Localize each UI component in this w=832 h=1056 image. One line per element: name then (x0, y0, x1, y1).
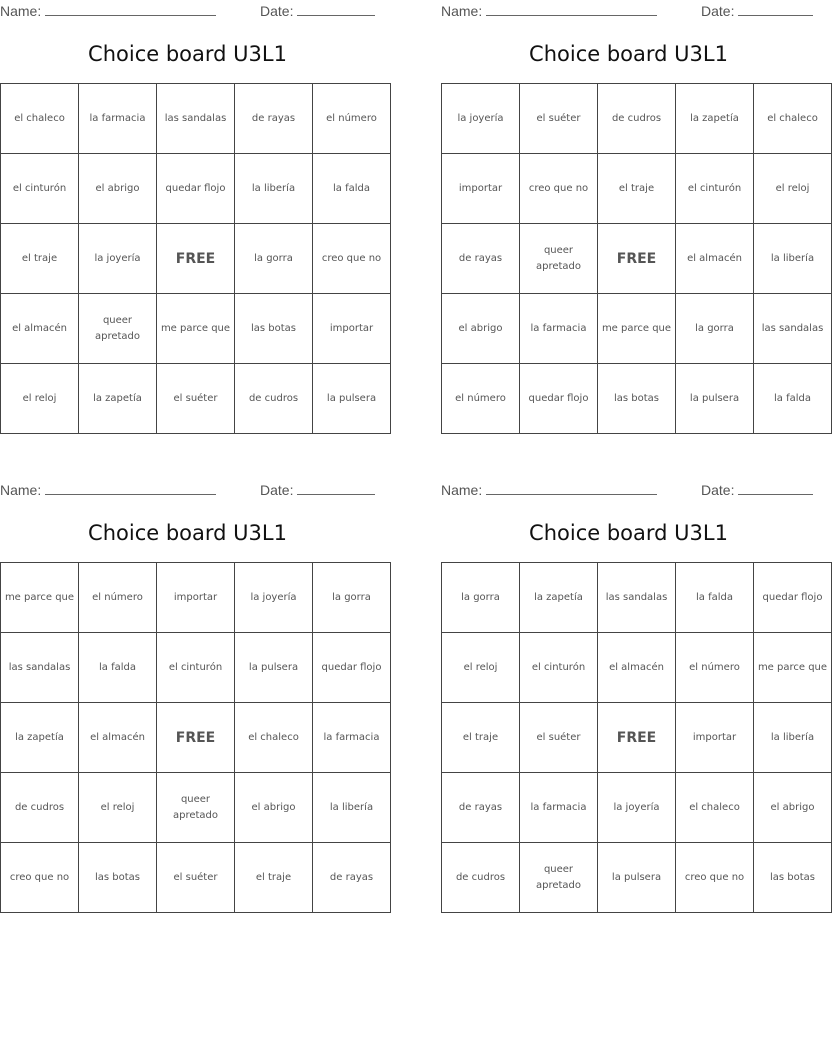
free-space-text: FREE (175, 729, 216, 746)
cell-text: importar (692, 731, 737, 743)
name-field (0, 481, 216, 498)
grid-cell (79, 563, 157, 633)
name-label: Name: (441, 3, 483, 19)
cell-text: la falda (696, 591, 733, 603)
grid-row (442, 364, 832, 434)
name-blank-line (45, 2, 216, 16)
cell-text: la falda (99, 661, 136, 673)
card-title: Choice board U3L1 (88, 521, 287, 545)
cell-text: la falda (333, 182, 370, 194)
grid-cell (235, 84, 313, 154)
grid-cell (79, 773, 157, 843)
grid-row (1, 773, 391, 843)
date-label: Date: (260, 482, 294, 498)
grid-row (442, 773, 832, 843)
cell-text: importar (329, 322, 374, 334)
cell-text: la libería (329, 801, 374, 813)
grid-cell (1, 563, 79, 633)
grid-cell (157, 773, 235, 843)
cell-text: creo que no (684, 871, 745, 883)
grid-cell (676, 84, 754, 154)
grid-cell (442, 84, 520, 154)
cell-text: las sandalas (605, 591, 668, 603)
grid-cell (442, 563, 520, 633)
grid-cell (520, 294, 598, 364)
grid-cell (79, 154, 157, 224)
grid-cell (598, 843, 676, 913)
name-field (0, 2, 216, 19)
grid-cell (598, 563, 676, 633)
card-header (0, 479, 375, 501)
cell-text: la gorra (695, 322, 734, 334)
cell-text: el abrigo (458, 322, 503, 334)
cell-text: la zapetía (93, 392, 142, 404)
cell-text: me parce que (4, 591, 75, 603)
cell-text: el suéter (536, 112, 581, 124)
grid-cell (1, 294, 79, 364)
cell-text: la pulsera (611, 871, 662, 883)
grid-cell (754, 703, 832, 773)
date-label: Date: (260, 3, 294, 19)
cell-text: la joyería (457, 112, 504, 124)
grid-cell (79, 294, 157, 364)
cell-text: la zapetía (534, 591, 583, 603)
cell-text: el almacén (12, 322, 67, 334)
cell-text: el número (689, 661, 740, 673)
card-title: Choice board U3L1 (88, 42, 287, 66)
cell-text: el abrigo (770, 801, 815, 813)
cell-text: el cinturón (168, 661, 223, 673)
grid-row (442, 154, 832, 224)
cell-text: quedar flojo (762, 591, 823, 603)
date-field (260, 481, 375, 498)
grid-cell (442, 364, 520, 434)
grid-cell (235, 154, 313, 224)
grid-cell (313, 563, 391, 633)
cell-text: el chaleco (767, 112, 818, 124)
cell-text: el chaleco (14, 112, 65, 124)
cell-text: el almacén (687, 252, 742, 264)
cell-text: creo que no (321, 252, 382, 264)
cell-text: las botas (94, 871, 141, 883)
free-space-text: FREE (616, 729, 657, 746)
cell-text: de rayas (329, 871, 374, 883)
date-blank-line (297, 481, 375, 495)
grid-cell (313, 224, 391, 294)
cell-text: el reloj (463, 661, 498, 673)
cell-text: de cudros (14, 801, 65, 813)
grid-cell (598, 294, 676, 364)
cell-text: me parce que (757, 661, 828, 673)
card-title: Choice board U3L1 (529, 42, 728, 66)
cell-text: la pulsera (326, 392, 377, 404)
cell-text: las botas (250, 322, 297, 334)
grid-row (1, 224, 391, 294)
grid-cell (442, 154, 520, 224)
grid-cell (676, 294, 754, 364)
grid-cell (754, 84, 832, 154)
grid-cell (520, 633, 598, 703)
cell-text: la farmacia (89, 112, 146, 124)
cell-text: el traje (21, 252, 58, 264)
cell-text: las botas (613, 392, 660, 404)
grid-cell (313, 703, 391, 773)
cell-text: el reloj (775, 182, 810, 194)
grid-cell (235, 773, 313, 843)
cell-text: la joyería (250, 591, 297, 603)
cell-text: las sandalas (164, 112, 227, 124)
grid-cell (442, 294, 520, 364)
name-field (441, 481, 657, 498)
cell-text: quedar flojo (165, 182, 226, 194)
cell-text: la zapetía (690, 112, 739, 124)
grid-cell (313, 633, 391, 703)
grid-cell (313, 154, 391, 224)
grid-cell (754, 364, 832, 434)
date-label: Date: (701, 482, 735, 498)
grid-row (1, 703, 391, 773)
cell-text: la gorra (461, 591, 500, 603)
cell-text: me parce que (601, 322, 672, 334)
grid-cell (520, 364, 598, 434)
grid-cell (754, 773, 832, 843)
cell-text: queer apretado (535, 863, 582, 891)
grid-cell (442, 224, 520, 294)
grid-row (1, 294, 391, 364)
grid-cell (1, 703, 79, 773)
grid-cell (676, 154, 754, 224)
grid-cell (520, 773, 598, 843)
free-space (157, 224, 235, 294)
grid-cell (313, 843, 391, 913)
cell-text: la joyería (94, 252, 141, 264)
grid-cell (79, 633, 157, 703)
grid-row (442, 224, 832, 294)
grid-cell (1, 364, 79, 434)
card-title: Choice board U3L1 (529, 521, 728, 545)
cell-text: las sandalas (761, 322, 824, 334)
free-space-text: FREE (175, 250, 216, 267)
cell-text: la libería (770, 731, 815, 743)
grid-cell (157, 563, 235, 633)
grid-cell (1, 224, 79, 294)
cell-text: el abrigo (251, 801, 296, 813)
grid-cell (79, 84, 157, 154)
cell-text: importar (173, 591, 218, 603)
grid-cell (1, 843, 79, 913)
grid-cell (520, 703, 598, 773)
name-label: Name: (0, 482, 42, 498)
grid-cell (313, 294, 391, 364)
cell-text: queer apretado (535, 244, 582, 272)
grid-cell (313, 773, 391, 843)
grid-cell (1, 633, 79, 703)
grid-cell (79, 703, 157, 773)
grid-cell (442, 843, 520, 913)
cell-text: el número (455, 392, 506, 404)
bingo-grid (441, 83, 832, 434)
grid-cell (235, 364, 313, 434)
bingo-grid (0, 83, 391, 434)
name-blank-line (486, 481, 657, 495)
grid-row (1, 843, 391, 913)
cell-text: la libería (251, 182, 296, 194)
cell-text: de cudros (248, 392, 299, 404)
cell-text: creo que no (9, 871, 70, 883)
grid-cell (157, 633, 235, 703)
grid-cell (676, 703, 754, 773)
grid-cell (157, 84, 235, 154)
cell-text: el suéter (536, 731, 581, 743)
grid-cell (79, 224, 157, 294)
free-space (157, 703, 235, 773)
grid-cell (754, 224, 832, 294)
cell-text: la gorra (332, 591, 371, 603)
grid-cell (676, 563, 754, 633)
cell-text: el chaleco (248, 731, 299, 743)
cell-text: importar (458, 182, 503, 194)
grid-cell (79, 843, 157, 913)
grid-cell (676, 843, 754, 913)
grid-cell (676, 224, 754, 294)
grid-row (1, 154, 391, 224)
grid-cell (520, 843, 598, 913)
card-header (441, 479, 816, 501)
cell-text: las botas (769, 871, 816, 883)
cell-text: el suéter (173, 392, 218, 404)
free-space (598, 703, 676, 773)
cell-text: de cudros (611, 112, 662, 124)
grid-cell (1, 154, 79, 224)
bingo-grid (0, 562, 391, 913)
cell-text: el traje (255, 871, 292, 883)
cell-text: el número (92, 591, 143, 603)
grid-cell (157, 843, 235, 913)
grid-row (442, 563, 832, 633)
cell-text: me parce que (160, 322, 231, 334)
cell-text: la falda (774, 392, 811, 404)
grid-cell (79, 364, 157, 434)
name-label: Name: (0, 3, 42, 19)
cell-text: el reloj (100, 801, 135, 813)
grid-cell (1, 84, 79, 154)
date-label: Date: (701, 3, 735, 19)
cell-text: el número (326, 112, 377, 124)
name-field (441, 2, 657, 19)
grid-cell (754, 154, 832, 224)
grid-cell (157, 294, 235, 364)
grid-cell (598, 84, 676, 154)
cell-text: la joyería (613, 801, 660, 813)
grid-row (1, 633, 391, 703)
grid-cell (235, 294, 313, 364)
cell-text: el reloj (22, 392, 57, 404)
grid-cell (754, 563, 832, 633)
cell-text: la pulsera (689, 392, 740, 404)
cell-text: de rayas (251, 112, 296, 124)
grid-cell (676, 633, 754, 703)
cell-text: el cinturón (687, 182, 742, 194)
grid-row (1, 563, 391, 633)
cell-text: la zapetía (15, 731, 64, 743)
bingo-grid (441, 562, 832, 913)
cell-text: el cinturón (531, 661, 586, 673)
name-blank-line (486, 2, 657, 16)
grid-cell (157, 154, 235, 224)
grid-cell (520, 563, 598, 633)
grid-cell (520, 224, 598, 294)
cell-text: la farmacia (323, 731, 380, 743)
date-blank-line (297, 2, 375, 16)
grid-row (442, 84, 832, 154)
grid-cell (520, 84, 598, 154)
cell-text: el suéter (173, 871, 218, 883)
date-blank-line (738, 481, 813, 495)
cell-text: la libería (770, 252, 815, 264)
grid-cell (313, 84, 391, 154)
grid-cell (442, 703, 520, 773)
cell-text: queer apretado (94, 314, 141, 342)
cell-text: queer apretado (172, 793, 219, 821)
grid-row (442, 843, 832, 913)
grid-cell (598, 633, 676, 703)
grid-cell (235, 633, 313, 703)
grid-cell (520, 154, 598, 224)
cell-text: de cudros (455, 871, 506, 883)
grid-row (442, 703, 832, 773)
grid-cell (442, 633, 520, 703)
grid-cell (235, 563, 313, 633)
cell-text: la pulsera (248, 661, 299, 673)
grid-cell (598, 364, 676, 434)
grid-cell (235, 224, 313, 294)
grid-row (1, 364, 391, 434)
grid-row (1, 84, 391, 154)
card-header (441, 0, 816, 22)
cell-text: el almacén (609, 661, 664, 673)
grid-cell (442, 773, 520, 843)
card-header (0, 0, 375, 22)
cell-text: de rayas (458, 801, 503, 813)
date-field (260, 2, 375, 19)
cell-text: de rayas (458, 252, 503, 264)
date-field (701, 2, 813, 19)
cell-text: la farmacia (530, 322, 587, 334)
cell-text: el almacén (90, 731, 145, 743)
cell-text: el abrigo (95, 182, 140, 194)
grid-cell (235, 703, 313, 773)
grid-cell (598, 154, 676, 224)
cell-text: el chaleco (689, 801, 740, 813)
date-blank-line (738, 2, 813, 16)
cell-text: la farmacia (530, 801, 587, 813)
free-space-text: FREE (616, 250, 657, 267)
grid-cell (754, 294, 832, 364)
date-field (701, 481, 813, 498)
grid-cell (676, 364, 754, 434)
grid-cell (754, 843, 832, 913)
grid-cell (754, 633, 832, 703)
grid-cell (235, 843, 313, 913)
grid-cell (157, 364, 235, 434)
cell-text: la gorra (254, 252, 293, 264)
cell-text: el cinturón (12, 182, 67, 194)
grid-cell (676, 773, 754, 843)
grid-row (442, 294, 832, 364)
grid-cell (598, 773, 676, 843)
cell-text: quedar flojo (528, 392, 589, 404)
cell-text: las sandalas (8, 661, 71, 673)
cell-text: quedar flojo (321, 661, 382, 673)
free-space (598, 224, 676, 294)
grid-row (442, 633, 832, 703)
grid-cell (1, 773, 79, 843)
cell-text: el traje (618, 182, 655, 194)
grid-cell (313, 364, 391, 434)
name-label: Name: (441, 482, 483, 498)
cell-text: el traje (462, 731, 499, 743)
name-blank-line (45, 481, 216, 495)
cell-text: creo que no (528, 182, 589, 194)
